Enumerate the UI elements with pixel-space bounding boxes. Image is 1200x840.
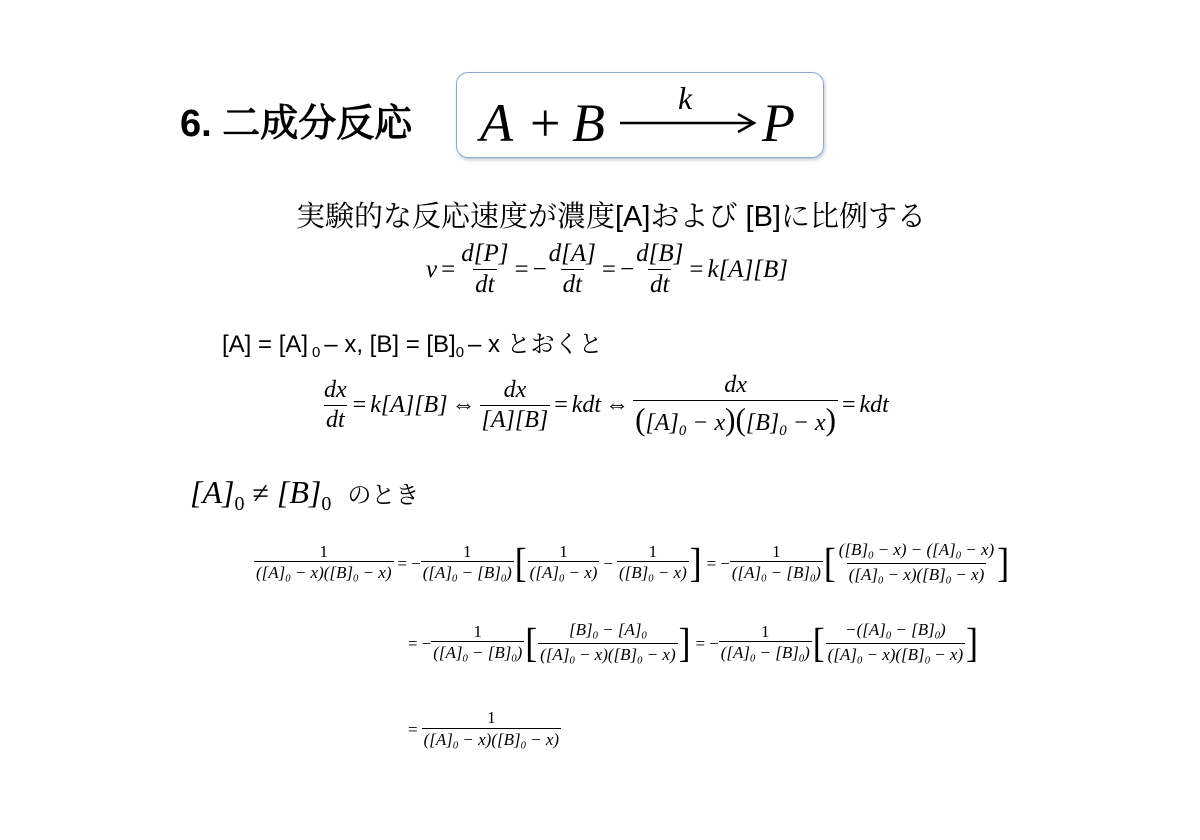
dt-den: dt	[650, 270, 670, 298]
minus-sign: −	[532, 255, 547, 283]
substitution-b: – x, [B] = [B]	[324, 331, 456, 358]
partial-fraction-line-3: = $\frac{1}{([A]_0 - x)([B]_0 - x)}$	[408, 708, 560, 752]
x: x	[310, 563, 319, 583]
coef-fraction: $\frac{1}{([A]_0 - [B]_0)}$	[433, 621, 523, 665]
subscript-zero: 0	[455, 345, 464, 362]
equals: =	[441, 255, 456, 283]
substitution-line	[222, 324, 603, 361]
rate-constant-k: k	[678, 80, 693, 116]
page-title	[180, 92, 412, 147]
b: [B]	[329, 563, 354, 583]
db-dt-fraction	[634, 240, 685, 300]
dt-den: dt	[475, 270, 495, 298]
reaction-equation	[480, 80, 820, 156]
minus-x: − x	[792, 409, 826, 436]
subscript-zero: 0	[678, 422, 687, 439]
a-conc: [A]	[645, 409, 679, 436]
negated-fraction: $\frac{-([A]_0 - [B]_0)}{([A]_0 - x)([B]_0 - x)}$	[827, 620, 964, 667]
title-text: 二成分反応	[222, 103, 413, 145]
a: [A]	[261, 563, 286, 583]
rate-v: v	[426, 255, 438, 283]
minus-sign: −	[620, 255, 635, 283]
product-den: $([A]_0 - x)([B]_0 - x)$	[635, 401, 836, 439]
subscript-zero: 0	[779, 422, 787, 439]
combined-fraction: $\frac{([B]_0 - x) - ([A]_0 - x)}{([A]_0 - x)([B]_0 - x)}$	[838, 540, 995, 587]
equals: =	[514, 255, 529, 283]
dx-ab-fraction	[480, 377, 551, 434]
condition-line	[190, 474, 419, 516]
dp-dt-fraction	[459, 240, 510, 300]
difference-fraction: $\frac{[B]_0 - [A]_0}{([A]_0 - x)([B]_0 - x)}$	[540, 620, 676, 667]
one: 1	[319, 541, 328, 561]
rate-equation	[426, 240, 788, 300]
rate-product: k[A][B]	[370, 392, 448, 419]
dx-product-fraction	[633, 372, 838, 440]
x: x	[378, 563, 386, 583]
db-num: d[B]	[636, 240, 684, 267]
lhs-fraction	[254, 542, 394, 586]
dx-num: dx	[503, 377, 527, 404]
subscript-zero: 0	[234, 493, 245, 515]
da-dt-fraction	[547, 240, 598, 300]
subscript-zero: 0	[321, 493, 332, 515]
product-p: P	[762, 93, 795, 153]
title-number: 6.	[180, 103, 212, 145]
coef-fraction	[421, 542, 514, 586]
dx-num: dx	[724, 372, 747, 398]
kdt: kdt	[571, 392, 602, 419]
one: 1	[462, 541, 472, 561]
ab-den: [A][B]	[481, 406, 549, 433]
dx-num: dx	[324, 377, 347, 404]
equals: =	[601, 255, 617, 283]
substitution-c: – x とおくと	[468, 331, 603, 358]
iff-symbol: ⇔	[451, 392, 476, 419]
rate-rhs: k[A][B]	[707, 255, 789, 283]
sub: 0	[353, 573, 359, 585]
sub: 0	[285, 573, 291, 585]
subscript-zero: 0	[312, 345, 321, 362]
den: $([A]_0 - x)([B]_0 - x)$	[256, 563, 392, 585]
term-b: $\frac{1}{([B]_0 - x)}$	[619, 541, 687, 585]
a-conc: [A]	[190, 474, 235, 510]
dt-den: dt	[325, 406, 345, 433]
dp-num: d[P]	[461, 240, 509, 267]
result-fraction: $\frac{1}{([A]_0 - x)([B]_0 - x)}$	[423, 708, 560, 752]
differential-equation: $\frac{dx}{dt}$ = k[A][B] ⇔ $\frac{dx}{[A][B]}$ = kdt ⇔ $\frac{dx}{([A]_0 - x)([B]_0 - x)}$ = kdt	[324, 372, 889, 439]
not-equal-sign: ≠	[252, 477, 269, 510]
b-conc: [B]	[745, 409, 780, 436]
condition-text: のとき	[347, 482, 420, 509]
iff-symbol: ⇔	[605, 392, 630, 419]
coef-fraction: $\frac{1}{([A]_0 - [B]_0)}$	[731, 541, 821, 585]
b-conc: [B]	[276, 474, 322, 510]
partial-fraction-line-2: = − $\frac{1}{([A]_0 - [B]_0)}$ [ $\frac{[B]_0 - [A]_0}{([A]_0 - x)([B]_0 - x)}$ ] = − $\frac{1}{([A]_0 - [B]_0)}$ [ $\frac{-([A]_0 - [B]_0)}{([A]_0 - x)([B]_0 - x)}$ ]	[408, 619, 979, 667]
term-a: $\frac{1}{([A]_0 - x)}$	[529, 541, 598, 585]
partial-fraction-line-1: $\frac{1}{([A]_0 - x)([B]_0 - x)}$ = − $\frac{1}{([A]_0 - [B]_0)}$ [ $\frac{1}{([A]_0 - x)}$ − $\frac{1}{([B]_0 - x)}$ ] = − $\frac{1}{([A]_0 - [B]_0)}$ [ $\frac{([B]_0 - x) - ([A]_0 - x)}{([A]_0 - x)([B]_0 - x)}$ ]	[256, 539, 1010, 587]
reactant-b: B	[572, 93, 605, 153]
minus-x: − x	[692, 409, 726, 436]
plus-sign: +	[530, 93, 561, 153]
reactant-a: A	[480, 93, 513, 153]
substitution-a: [A] = [A]	[222, 331, 309, 358]
rate-statement: 実験的な反応速度が濃度[A]および [B]に比例する	[296, 201, 926, 233]
dx-dt-fraction	[322, 377, 349, 434]
dt-den: dt	[562, 270, 583, 298]
kdt: kdt	[859, 392, 889, 419]
equals: =	[689, 255, 704, 283]
den: $([A]_0 - [B]_0)$	[422, 563, 512, 585]
coef-fraction: $\frac{1}{([A]_0 - [B]_0)}$	[720, 621, 810, 665]
da-num: d[A]	[548, 240, 596, 267]
